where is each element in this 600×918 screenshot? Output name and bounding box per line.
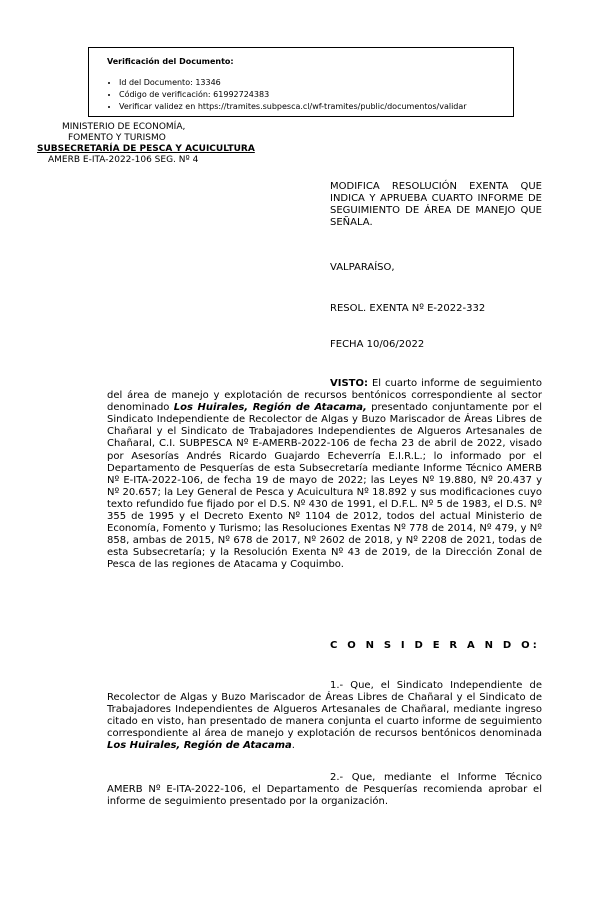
city: VALPARAÍSO, bbox=[330, 262, 395, 273]
considerando-1-place: Los Huirales, Región de Atacama bbox=[107, 740, 292, 752]
ministry-line-2: FOMENTO Y TURISMO bbox=[68, 133, 166, 143]
verification-title: Verificación del Documento: bbox=[107, 57, 234, 66]
visto-paragraph bbox=[107, 378, 542, 572]
visto-text-2: presentado conjuntamente por el Sindicato Independiente de Recolector de Algas y Buzo Mariscador de Áreas Libres de Chañaral y el Sindicato de Trabajadores Independientes de Algueros Artesanales de Chañaral, C.I. SUBPESCA Nº E-AMERB-2022-106 de fecha 23 de abril de 2022, visado por Asesorías Andrés Ricardo Guajardo Echeverría E.I.R.L.; lo informado por el Departamento de Pesquerías de esta Subsecretaría mediante Informe Técnico AMERB Nº E-ITA-2022-106, de fecha 19 de mayo de 2022; las Leyes Nº 19.880, Nº 20.437 y Nº 20.657; la Ley General de Pesca y Acuicultura Nº 18.892 y sus modificaciones cuyo texto refundido fue fijado por el D.S. Nº 430 de 1991, el D.F.L. Nº 5 de 1983, el D.S. Nº 355 de 1995 y el Decreto Exento Nº 1104 de 2012, todos del actual Ministerio de Economía, Fomento y Turismo; las Resoluciones Exentas Nº 778 de 2014, Nº 479, y Nº 858, ambas de 2015, Nº 678 de 2017, Nº 2602 de 2018, y Nº 2208 de 2021, todas de esta Subsecretaría; y la Resolución Exenta Nº 43 de 2019, de la Dirección Zonal de Pesca de las regiones de Atacama y Coquimbo. bbox=[107, 402, 542, 571]
verification-list bbox=[107, 77, 503, 113]
letterhead bbox=[37, 122, 287, 166]
resolution-number: RESOL. EXENTA Nº E-2022-332 bbox=[330, 303, 486, 314]
resolution-subject: MODIFICA RESOLUCIÓN EXENTA QUE INDICA Y APRUEBA CUARTO INFORME DE SEGUIMIENTO DE ÁREA DE MANEJO QUE SEÑALA. bbox=[330, 181, 542, 228]
considerando-heading: C O N S I D E R A N D O: bbox=[330, 640, 540, 651]
visto-place: Los Huirales, Región de Atacama, bbox=[173, 402, 367, 414]
resolution-date: FECHA 10/06/2022 bbox=[330, 339, 425, 350]
verification-box bbox=[88, 47, 514, 117]
verification-code: • Código de verificación: 61992724383 bbox=[119, 89, 503, 101]
verification-link[interactable]: • Verificar validez en https://tramites.subpesca.cl/wf-tramites/public/documentos/validar bbox=[119, 101, 503, 113]
document-id: • Id del Documento: 13346 bbox=[119, 77, 503, 89]
considerando-1-end: . bbox=[291, 740, 295, 752]
considerando-1 bbox=[107, 680, 542, 753]
ministry-line-1: MINISTERIO DE ECONOMÍA, bbox=[62, 122, 186, 132]
visto-label: VISTO: bbox=[330, 378, 368, 389]
considerando-2: 2.- Que, mediante el Informe Técnico AMERB Nº E-ITA-2022-106, el Departamento de Pesquerías recomienda aprobar el informe de seguimiento presentado por la organización. bbox=[107, 772, 542, 808]
visto-text-1: El cuarto informe de seguimiento del área de manejo y explotación de recursos bentónicos correspondiente al sector denominado bbox=[107, 378, 542, 414]
subsecretaria-title: SUBSECRETARÍA DE PESCA Y ACUICULTURA bbox=[37, 144, 255, 154]
reference-number: AMERB E-ITA-2022-106 SEG. Nº 4 bbox=[48, 155, 199, 165]
considerando-1-text: 1.- Que, el Sindicato Independiente de Recolector de Algas y Buzo Mariscador de Áreas Libres de Chañaral y el Sindicato de Trabajadores Independientes de Algueros Artesanales de Chañaral, mediante ingreso citado en visto, han presentado de manera conjunta el cuarto informe de seguimiento correspondiente al área de manejo y explotación de recursos bentónicos denominada bbox=[107, 680, 542, 740]
